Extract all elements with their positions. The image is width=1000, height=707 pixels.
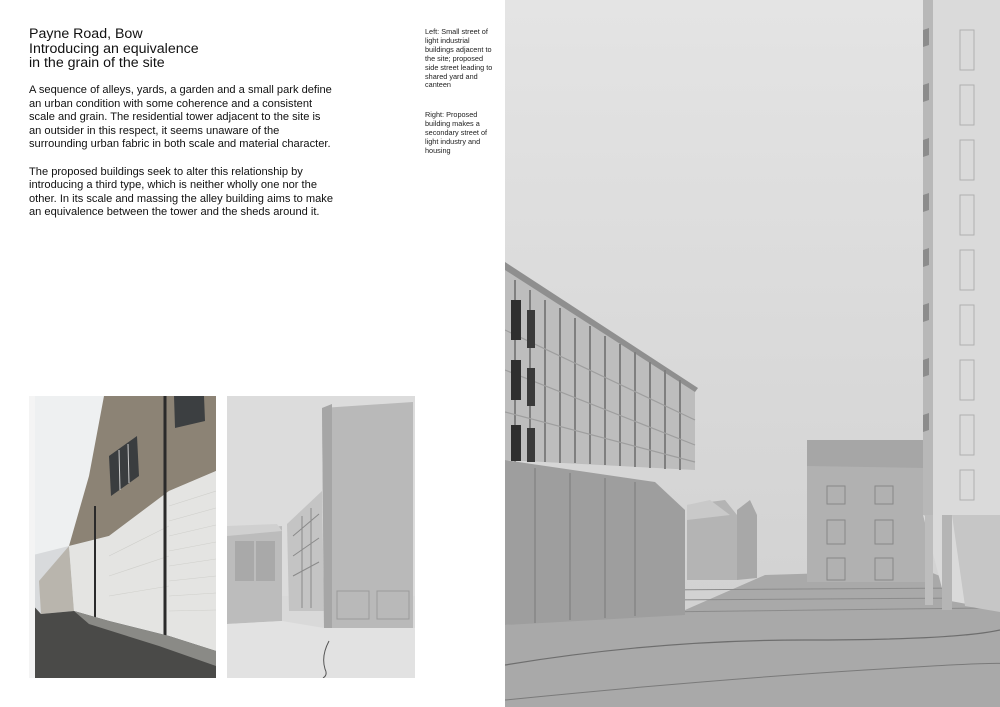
caption-left: Left: Small street of light industrial buildings adjacent to the site; proposed side street leading to shared yard and canteen (425, 27, 493, 90)
title-line-3: in the grain of the site (29, 55, 165, 71)
model-street-view (505, 0, 1000, 707)
body-text (29, 84, 335, 234)
model-side-street (227, 396, 415, 678)
paragraph-2: The proposed buildings seek to alter this relationship by introducing a third type, which is neither wholly one nor the other. In its scale and massing the alley building aims to make an equivalence between the tower and the sheds around it. (29, 165, 334, 219)
title-line-2: Introducing an equivalence (29, 40, 199, 57)
paragraph-1: A sequence of alleys, yards, a garden and a small park define an urban condition with some coherence and a consistent scale and grain. The residential tower adjacent to the site is an outsider in this respect, it seems unaware of the surrounding urban fabric in both scale and material character. (29, 84, 332, 151)
caption-right: Right: Proposed building makes a secondary street of light industry and housing (425, 110, 488, 155)
page-title (29, 27, 359, 71)
alley-photo (29, 396, 216, 678)
title-line-1: Payne Road, Bow (29, 26, 143, 42)
